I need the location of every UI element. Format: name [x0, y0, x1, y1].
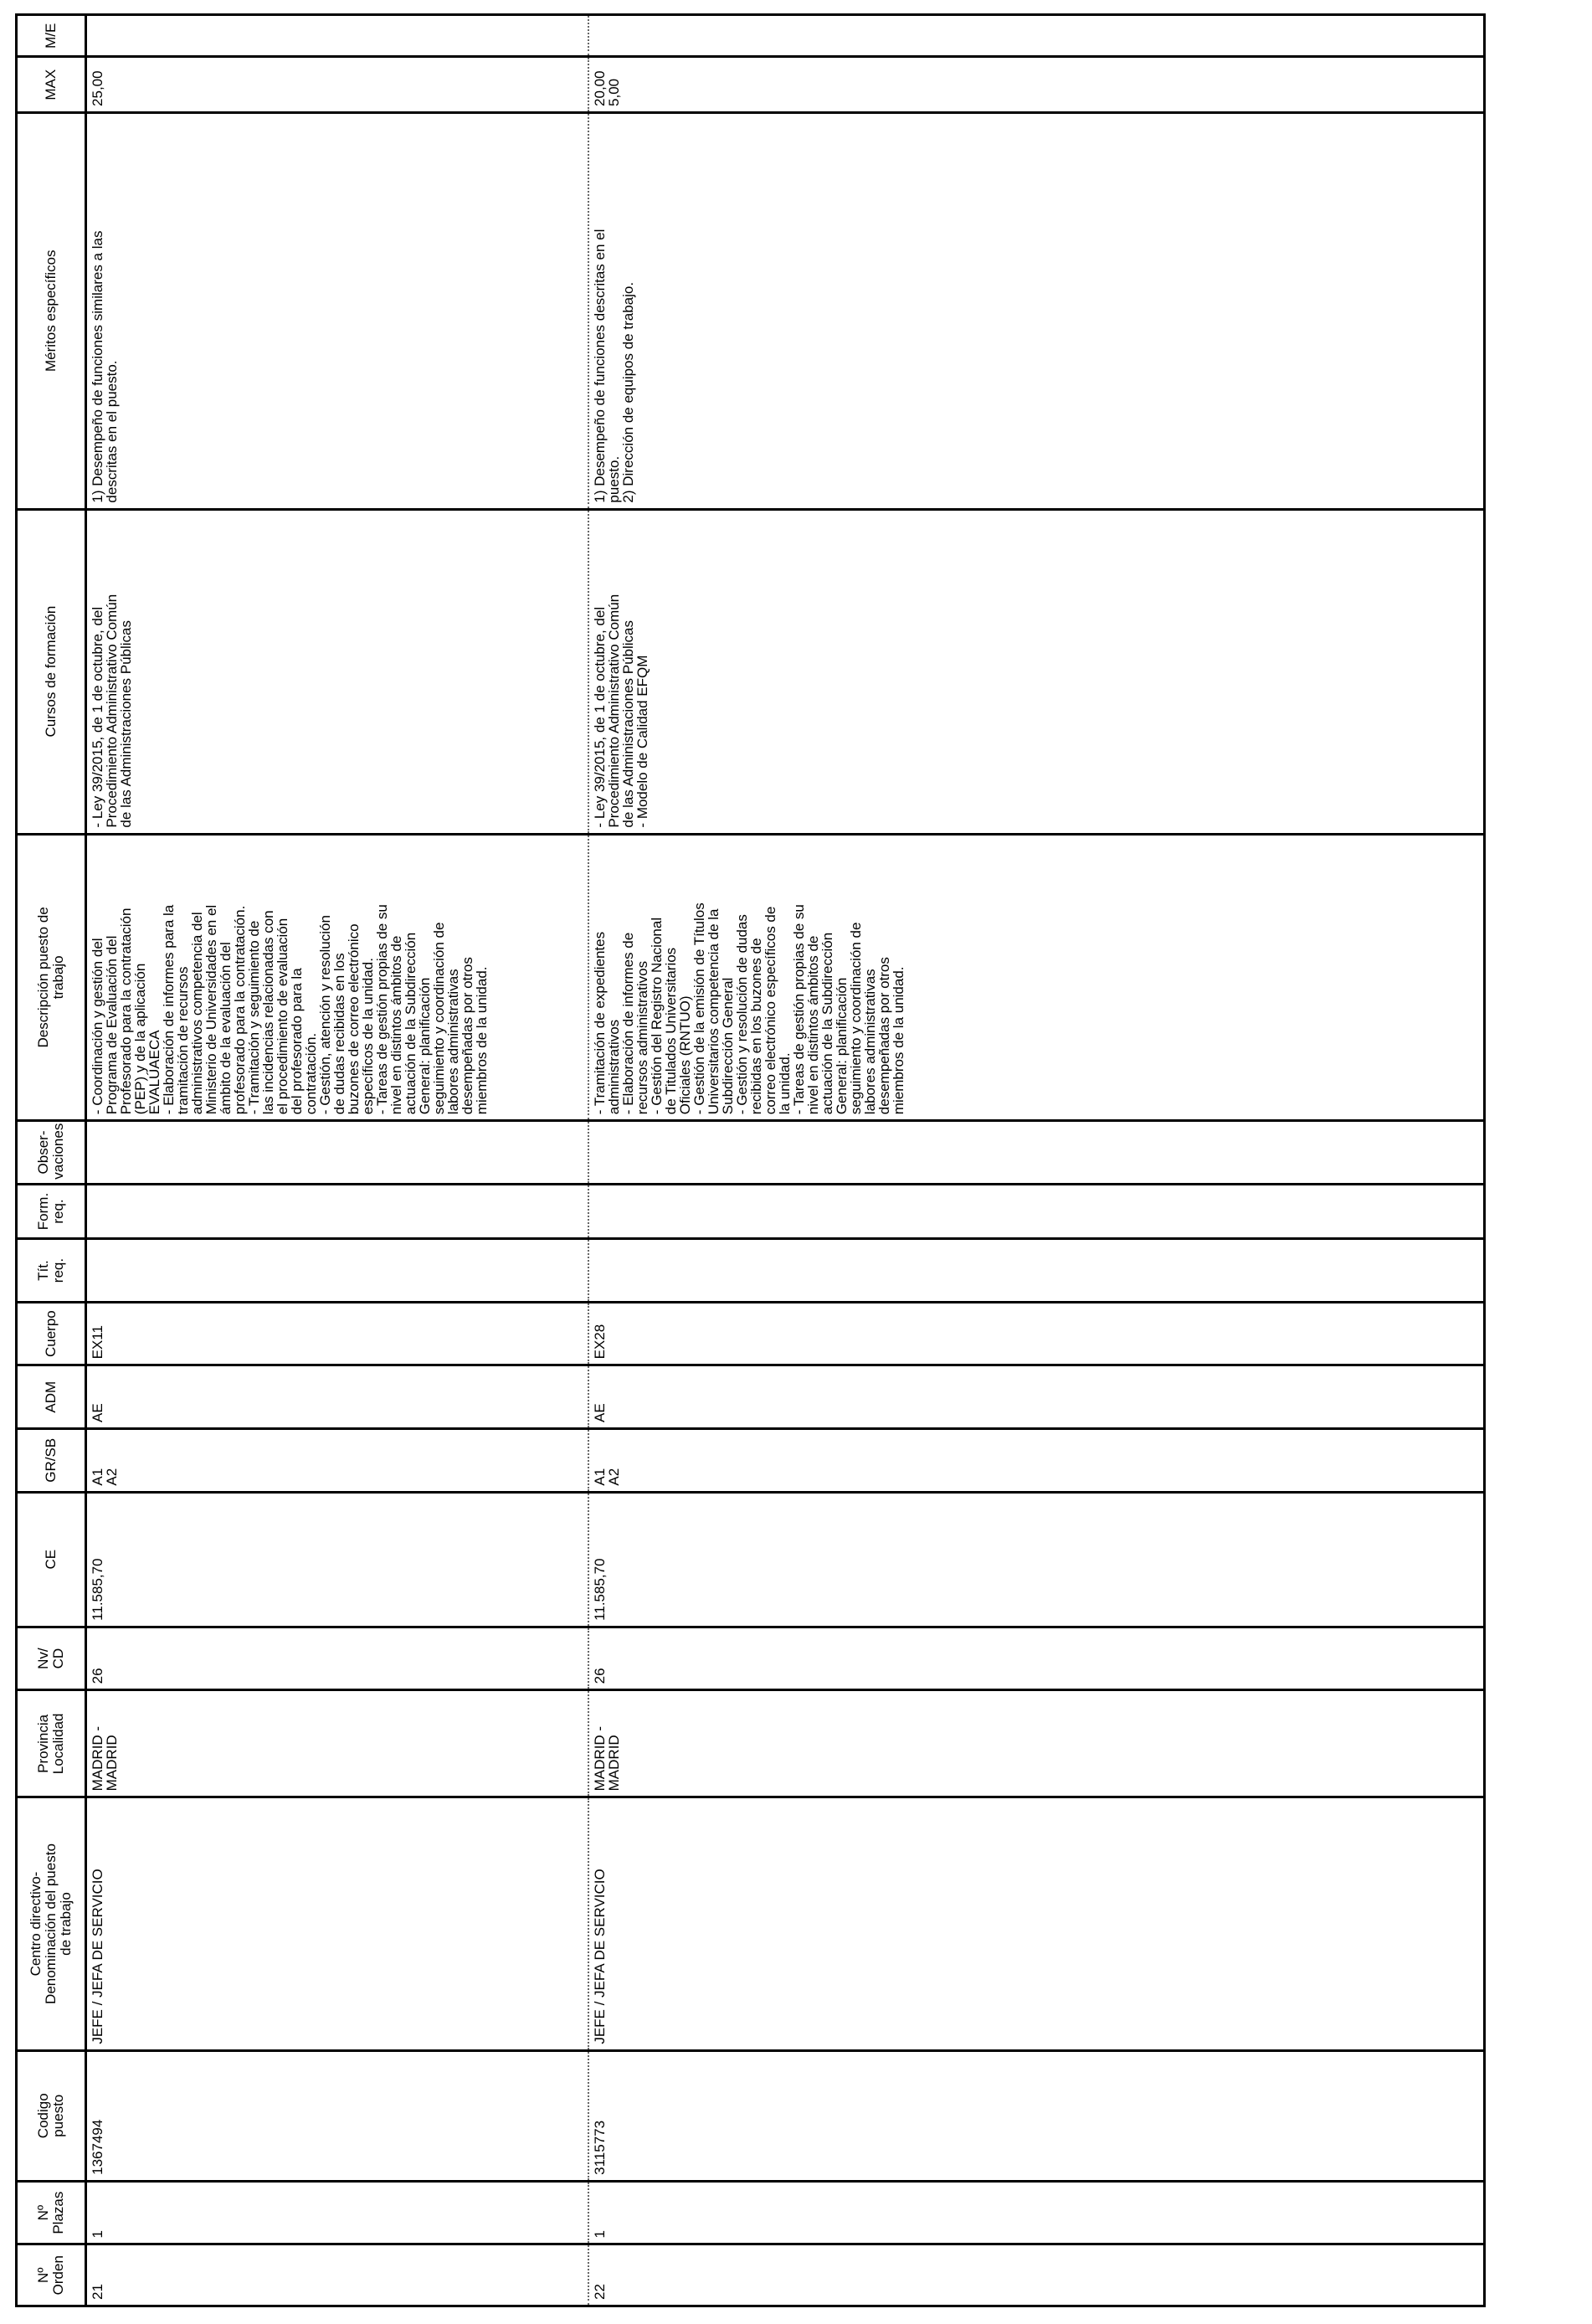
header-descripcion: Descripción puesto de trabajo [17, 834, 86, 1121]
cell-meritos: 1) Desempeño de funciones similares a las descritas en el puesto. [86, 112, 589, 509]
cell-adm: AE [86, 1365, 589, 1429]
cell-max: 20,00 5,00 [588, 57, 1485, 113]
cell-centro: JEFE / JEFA DE SERVICIO [588, 1797, 1485, 2050]
cell-cuerpo: EX28 [588, 1302, 1485, 1365]
header-provincia: Provincia Localidad [17, 1690, 86, 1797]
cell-cursos: - Ley 39/2015, de 1 de octubre, del Procedimiento Administrativo Común de las Administraciones Públicas [86, 509, 589, 834]
header-obs: Obser- vaciones [17, 1121, 86, 1185]
header-ce: CE [17, 1492, 86, 1627]
cell-codigo: 1367494 [86, 2050, 589, 2181]
cell-orden: 22 [588, 2244, 1485, 2306]
cell-cursos: - Ley 39/2015, de 1 de octubre, del Procedimiento Administrativo Común de las Administraciones Públicas - Modelo de Calidad EFQM [588, 509, 1485, 834]
header-cuerpo: Cuerpo [17, 1302, 86, 1365]
header-form: Form. req. [17, 1184, 86, 1239]
cell-provincia: MADRID - MADRID [86, 1690, 589, 1797]
cell-form [588, 1184, 1485, 1239]
table-header-row [17, 15, 86, 2306]
cell-descripcion: - Tramitación de expedientes administrativos - Elaboración de informes de recursos administrativos - Gestión del Registro Nacional de Titulados Universitarios Oficiales (RNTUO) - Gestión de la emisión de Títulos Universitarios competencia de la Subdirección General - Gestión y resolución de dudas recibidas en los buzones de correo electrónico específicos de la unidad. - Tareas de gestión propias de su nivel en distintos ámbitos de actuación de la Subdirección General: planificación seguimiento y coordinación de labores administrativas desempeñadas por otros miembros de la unidad. [588, 834, 1485, 1121]
header-tit: Tít. req. [17, 1239, 86, 1303]
cell-cuerpo: EX11 [86, 1302, 589, 1365]
header-codigo: Codigo puesto [17, 2050, 86, 2181]
cell-nivel: 26 [86, 1627, 589, 1690]
table-row [86, 15, 589, 2306]
cell-ce: 11.585,70 [588, 1492, 1485, 1627]
cell-plazas: 1 [86, 2181, 589, 2244]
cell-tit [86, 1239, 589, 1303]
cell-ce: 11.585,70 [86, 1492, 589, 1627]
cell-grsb: A1 A2 [588, 1429, 1485, 1493]
cell-grsb: A1 A2 [86, 1429, 589, 1493]
cell-form [86, 1184, 589, 1239]
cell-centro: JEFE / JEFA DE SERVICIO [86, 1797, 589, 2050]
cell-max: 25,00 [86, 57, 589, 113]
header-orden: Nº Orden [17, 2244, 86, 2306]
cell-codigo: 3115773 [588, 2050, 1485, 2181]
cell-me [588, 15, 1485, 57]
header-cursos: Cursos de formación [17, 509, 86, 834]
header-centro: Centro directivo- Denominación del puesto de trabajo [17, 1797, 86, 2050]
cell-tit [588, 1239, 1485, 1303]
cell-nivel: 26 [588, 1627, 1485, 1690]
cell-provincia: MADRID - MADRID [588, 1690, 1485, 1797]
cell-adm: AE [588, 1365, 1485, 1429]
cell-me [86, 15, 589, 57]
cell-obs [86, 1121, 589, 1185]
header-plazas: Nº Plazas [17, 2181, 86, 2244]
job-positions-table [15, 13, 1486, 2307]
header-meritos: Méritos específicos [17, 112, 86, 509]
cell-obs [588, 1121, 1485, 1185]
cell-meritos: 1) Desempeño de funciones descritas en el puesto. 2) Dirección de equipos de trabajo. [588, 112, 1485, 509]
header-grsb: GR/SB [17, 1429, 86, 1493]
header-max: MAX [17, 57, 86, 113]
cell-descripcion: - Coordinación y gestión del Programa de Evaluación del Profesorado para la contratación (PEP) y de la aplicación EVALÚAECA - Elaboración de informes para la tramitación de recursos administrativos competencia del Ministerio de Universidades en el ámbito de la evaluación del profesorado para la contratación. - Tramitación y seguimiento de las incidencias relacionadas con el procedimiento de evaluación del profesorado para la contratación. - Gestión, atención y resolución de dudas recibidas en los buzones de correo electrónico específicos de la unidad. - Tareas de gestión propias de su nivel en distintos ámbitos de actuación de la Subdirección General: planificación seguimiento y coordinación de labores administrativas desempeñadas por otros miembros de la unidad. [86, 834, 589, 1121]
header-adm: ADM [17, 1365, 86, 1429]
cell-plazas: 1 [588, 2181, 1485, 2244]
header-nivel: Nv/ CD [17, 1627, 86, 1690]
table-row [588, 15, 1485, 2306]
cell-orden: 21 [86, 2244, 589, 2306]
header-me: M/E [17, 15, 86, 57]
